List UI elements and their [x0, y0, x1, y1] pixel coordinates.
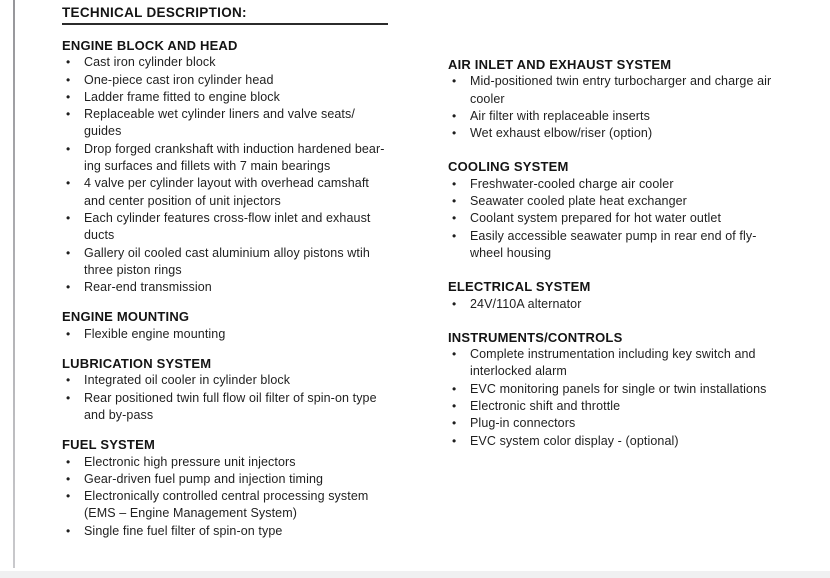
bullet-icon: • [66, 390, 71, 405]
list-item [448, 228, 798, 263]
list-item [62, 454, 412, 471]
list-item [448, 125, 798, 142]
list-item [448, 108, 798, 125]
bullet-icon: • [452, 433, 457, 448]
list-item [62, 279, 412, 296]
list-item-line: Gallery oil cooled cast aluminium alloy pistons wtih [84, 245, 370, 260]
bullet-icon: • [66, 176, 71, 191]
column-left [62, 0, 412, 540]
list-item-line: Rear positioned twin full flow oil filter of spin-on type [84, 390, 377, 405]
bullet-icon: • [452, 399, 457, 414]
list-item-line: Rear-end transmission [84, 280, 212, 295]
column-right [448, 56, 798, 450]
bullet-icon: • [452, 211, 457, 226]
section-air-inlet-and-exhaust-system [448, 56, 798, 142]
list-item-line: Electronically controlled central processing system [84, 489, 369, 504]
list-item [62, 523, 412, 540]
bullet-icon: • [66, 489, 71, 504]
list-item [448, 210, 798, 227]
list-item-line: EVC monitoring panels for single or twin installations [470, 381, 767, 396]
bullet-icon: • [66, 454, 71, 469]
list-item-line: Electronic shift and throttle [470, 399, 621, 414]
list-item [62, 54, 412, 71]
list-item [62, 89, 412, 106]
list-item-line: Gear-driven fuel pump and injection timing [84, 471, 324, 486]
list-item [62, 141, 412, 176]
section-heading: AIR INLET AND EXHAUST SYSTEM [448, 57, 672, 72]
section-engine-block-and-head [62, 37, 412, 296]
list-item [62, 326, 412, 343]
section-heading: FUEL SYSTEM [62, 437, 155, 453]
list-item [448, 398, 798, 415]
section-heading: ENGINE MOUNTING [62, 309, 190, 325]
list-item-line: EVC system color display - (optional) [470, 433, 679, 448]
list-item [62, 72, 412, 89]
bullet-icon: • [66, 107, 71, 122]
list-item-line: Electronic high pressure unit injectors [84, 454, 296, 469]
list-item-line: and center position of unit injectors [84, 193, 281, 208]
bullet-icon: • [66, 55, 71, 70]
list-item-line: three piston rings [84, 262, 182, 277]
list-item [62, 106, 412, 141]
list-item [448, 433, 798, 450]
list-item-line: Air filter with replaceable inserts [470, 108, 650, 123]
list-item [448, 415, 798, 432]
page-title: TECHNICAL DESCRIPTION: [62, 0, 388, 25]
bullet-icon: • [66, 280, 71, 295]
list-item-line: (EMS – Engine Management System) [84, 506, 298, 521]
section-cooling-system [448, 158, 798, 262]
list-item-line: and by-pass [84, 407, 154, 422]
list-item-line: Integrated oil cooler in cylinder block [84, 373, 291, 388]
bullet-icon: • [452, 381, 457, 396]
list-item [62, 210, 412, 245]
list-item-line: Freshwater-cooled charge air cooler [470, 176, 674, 191]
left-margin-rule [13, 0, 15, 568]
list-item-line: Cast iron cylinder block [84, 55, 216, 70]
bullet-icon: • [66, 141, 71, 156]
list-item-line: Each cylinder features cross-flow inlet and exhaust [84, 210, 371, 225]
section-heading: ENGINE BLOCK AND HEAD [62, 38, 238, 53]
bullet-icon: • [66, 523, 71, 538]
list-item-line: cooler [470, 91, 505, 106]
bullet-icon: • [66, 373, 71, 388]
list-item-line: Drop forged crankshaft with induction hardened bear- [84, 141, 385, 156]
list-item [448, 296, 798, 313]
bullet-icon: • [452, 416, 457, 431]
list-item-line: Seawater cooled plate heat exchanger [470, 194, 687, 209]
bullet-icon: • [452, 347, 457, 362]
list-item [62, 471, 412, 488]
list-item-line: Ladder frame fitted to engine block [84, 89, 280, 104]
bullet-icon: • [66, 245, 71, 260]
bullet-icon: • [452, 176, 457, 191]
bullet-icon: • [452, 108, 457, 123]
list-item-line: wheel housing [470, 245, 552, 260]
list-item [448, 346, 798, 381]
bullet-icon: • [452, 126, 457, 141]
list-item [62, 390, 412, 425]
list-item-line: ducts [84, 228, 115, 243]
list-item-line: Coolant system prepared for hot water outlet [470, 211, 722, 226]
section-fuel-system [62, 436, 412, 540]
bullet-icon: • [452, 228, 457, 243]
list-item [62, 245, 412, 280]
list-item-line: One-piece cast iron cylinder head [84, 72, 274, 87]
section-lubrication-system [62, 355, 412, 424]
list-item [448, 193, 798, 210]
section-instruments-controls [448, 329, 798, 450]
list-item [62, 175, 412, 210]
list-item-line: Mid-positioned twin entry turbocharger and charge air [470, 74, 772, 89]
bullet-icon: • [452, 74, 457, 89]
list-item-line: Replaceable wet cylinder liners and valve seats/ [84, 107, 355, 122]
section-engine-mounting [62, 308, 412, 343]
list-item-line: ing surfaces and fillets with 7 main bearings [84, 159, 331, 174]
list-item-line: Easily accessible seawater pump in rear end of fly- [470, 228, 757, 243]
list-item [448, 176, 798, 193]
section-heading: ELECTRICAL SYSTEM [448, 279, 591, 295]
bullet-icon: • [66, 471, 71, 486]
list-item-line: Complete instrumentation including key switch and [470, 347, 756, 362]
list-item [448, 73, 798, 108]
section-heading: COOLING SYSTEM [448, 159, 569, 175]
list-item-line: interlocked alarm [470, 364, 567, 379]
bullet-icon: • [66, 72, 71, 87]
list-item [62, 488, 412, 523]
bullet-icon: • [66, 89, 71, 104]
section-heading: INSTRUMENTS/CONTROLS [448, 329, 623, 345]
bullet-icon: • [66, 326, 71, 341]
list-item-line: 4 valve per cylinder layout with overhead camshaft [84, 176, 370, 191]
list-item-line: Wet exhaust elbow/riser (option) [470, 126, 653, 141]
section-heading: LUBRICATION SYSTEM [62, 356, 212, 372]
bullet-icon: • [452, 194, 457, 209]
list-item [448, 381, 798, 398]
bullet-icon: • [66, 210, 71, 225]
list-item [62, 372, 412, 389]
list-item-line: 24V/110A alternator [470, 296, 582, 311]
section-electrical-system [448, 278, 798, 313]
bullet-icon: • [452, 296, 457, 311]
bottom-edge-strip [0, 571, 830, 578]
list-item-line: Flexible engine mounting [84, 326, 226, 341]
list-item-line: guides [84, 124, 122, 139]
list-item-line: Single fine fuel filter of spin-on type [84, 523, 283, 538]
list-item-line: Plug-in connectors [470, 416, 576, 431]
